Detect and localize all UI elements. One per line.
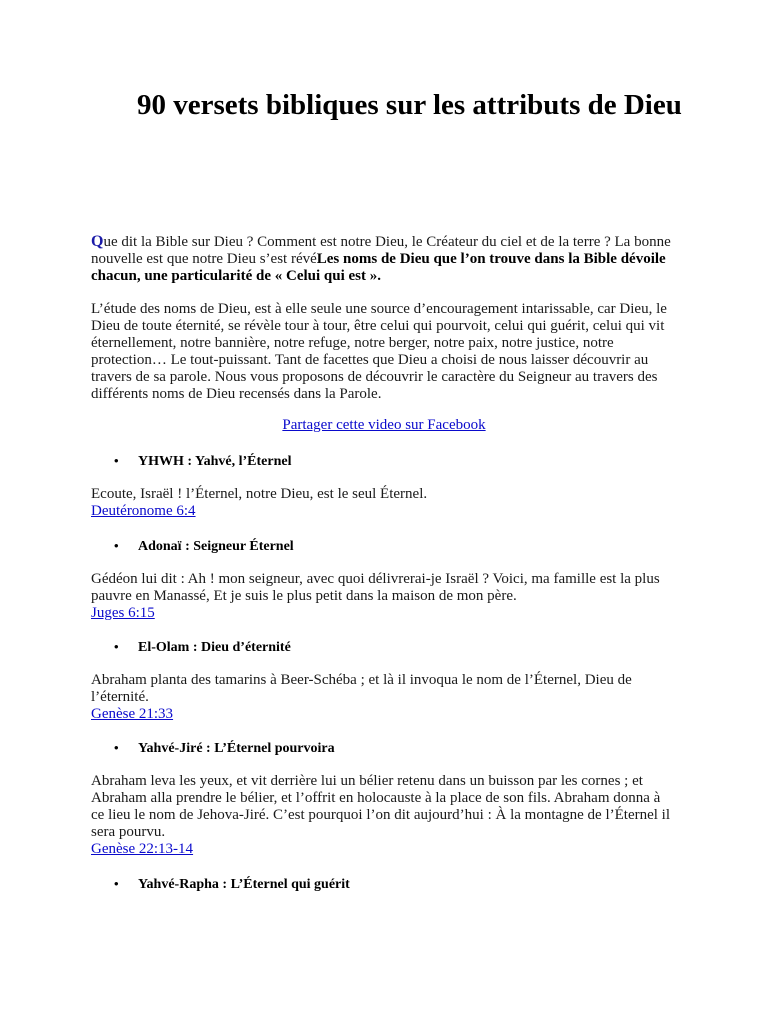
page-title: 90 versets bibliques sur les attributs de Dieu bbox=[137, 89, 682, 121]
verse-block bbox=[91, 486, 671, 520]
bullet-icon: • bbox=[114, 876, 119, 891]
share-facebook-link[interactable]: Partager cette video sur Facebook bbox=[282, 417, 486, 433]
name-heading bbox=[114, 452, 291, 470]
share-row bbox=[0, 417, 768, 434]
intro-paragraph bbox=[91, 233, 686, 285]
verse-reference-link[interactable]: Genèse 21:33 bbox=[91, 706, 174, 722]
verse-block bbox=[91, 773, 671, 858]
verse-text: Abraham planta des tamarins à Beer-Schéba ; et là il invoqua le nom de l’Éternel, Dieu de l’éternité. bbox=[91, 672, 632, 705]
bullet-icon: • bbox=[114, 639, 119, 654]
verse-text: Ecoute, Israël ! l’Éternel, notre Dieu, est le seul Éternel. bbox=[91, 486, 428, 502]
name-heading bbox=[114, 638, 291, 656]
name-heading bbox=[114, 875, 350, 893]
intro-text: ue dit la Bible sur Dieu ? Comment est notre Dieu, le Créateur du ciel et de la terre ? La bonne nouvelle est que notre Dieu s’est révé bbox=[91, 234, 671, 267]
verse-text: Abraham leva les yeux, et vit derrière lui un bélier retenu dans un buisson par les cornes ; et Abraham alla prendre le bélier, et l’offrit en holocauste à la place de son fils. Abraham donna à ce lieu le nom de Jehova-Jiré. C’est pourquoi l’on dit aujourd’hui : À la montagne de l’Éternel il sera pourvu. bbox=[91, 773, 671, 840]
name-heading-text: Adonaï : Seigneur Éternel bbox=[138, 539, 294, 554]
name-heading-text: YHWH : Yahvé, l’Éternel bbox=[138, 454, 292, 469]
study-paragraph: L’étude des noms de Dieu, est à elle seule une source d’encouragement intarissable, car Dieu, le Dieu de toute éternité, se révèle tour à tour, être celui qui pourvoit, celui qui guérit, celui qui vit éternellement, notre bannière, notre refuge, notre berger, notre paix, notre justice, notre protection… Le tout-puissant. Tant de facettes que Dieu a choisi de nous laisser découvrir au travers de sa parole. Nous vous proposons de découvrir le caractère du Seigneur au travers des différents noms de Dieu recensés dans la Parole. bbox=[91, 301, 667, 402]
verse-block bbox=[91, 571, 671, 622]
verse-reference-link[interactable]: Juges 6:15 bbox=[91, 605, 155, 621]
name-heading bbox=[114, 537, 294, 555]
intro-drop-letter: Q bbox=[91, 233, 104, 250]
verse-text: Gédéon lui dit : Ah ! mon seigneur, avec quoi délivrerai-je Israël ? Voici, ma famille est la plus pauvre en Manassé, Et je suis le plus petit dans la maison de mon père. bbox=[91, 571, 660, 604]
bullet-icon: • bbox=[114, 538, 119, 553]
verse-reference-link[interactable]: Deutéronome 6:4 bbox=[91, 503, 196, 519]
bullet-icon: • bbox=[114, 740, 119, 755]
verse-block bbox=[91, 672, 671, 723]
bullet-icon: • bbox=[114, 453, 119, 468]
intro-bold-text: Les noms de Dieu que l’on trouve dans la Bible dévoile chacun, une particularité de « Celui qui est ». bbox=[91, 251, 666, 284]
verse-reference-link[interactable]: Genèse 22:13-14 bbox=[91, 841, 194, 857]
name-heading-text: Yahvé-Rapha : L’Éternel qui guérit bbox=[138, 877, 350, 892]
name-heading bbox=[114, 739, 335, 757]
name-heading-text: Yahvé-Jiré : L’Éternel pourvoira bbox=[138, 741, 335, 756]
name-heading-text: El-Olam : Dieu d’éternité bbox=[138, 640, 291, 655]
